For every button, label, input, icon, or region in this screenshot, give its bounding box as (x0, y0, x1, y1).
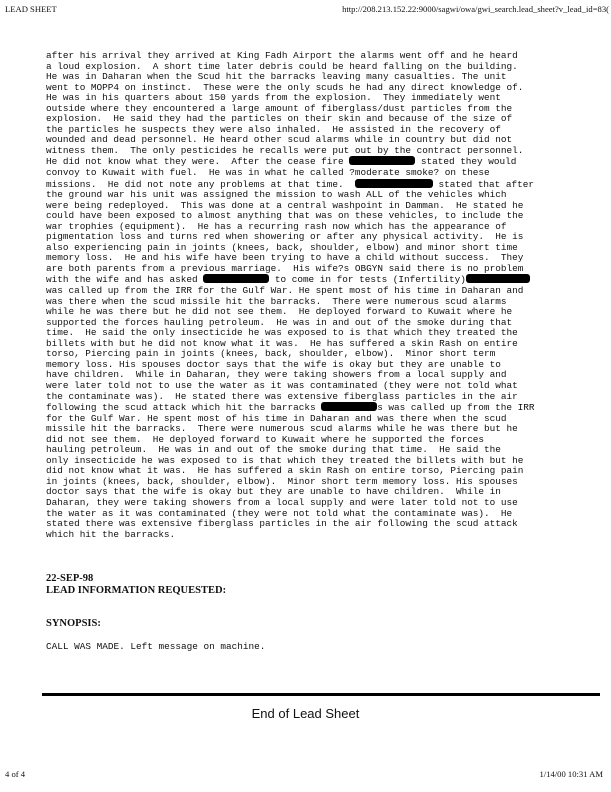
narrative-line (46, 327, 518, 338)
header-title: LEAD SHEET (5, 4, 57, 14)
narrative-line (46, 61, 518, 72)
print-timestamp: 1/14/00 10:31 AM (539, 769, 603, 779)
narrative-line (46, 231, 523, 242)
narrative-text: stated there was extensive fiberglass particles in the air following the scud attack (46, 518, 518, 530)
narrative-text: only insecticide he was exposed to is that which they treated the billets with but he (46, 454, 524, 466)
narrative-text: Daharan, they were taking showers from a local supply and were later told not to use (46, 496, 518, 508)
narrative-text: the water as it was contaminated (they were not told what the contaminate was). He (46, 507, 513, 519)
narrative-text: have children. While in Daharan, they were taking showers from a local supply and (46, 369, 507, 381)
narrative-text: for the Gulf War. He spent most of his time in Daharan and was there when the scud (46, 412, 507, 424)
narrative-line (46, 518, 518, 529)
narrative-text: also experiencing pain in joints (knees, back, shoulder, elbow) and minor short time (46, 241, 518, 253)
narrative-line (46, 263, 523, 274)
narrative-line (46, 221, 507, 232)
redaction-block (203, 274, 269, 283)
narrative-line (46, 82, 523, 93)
narrative-text: witness them. The only pesticides he recalls were put out by the contract personnel. (46, 144, 524, 156)
redaction-block (321, 402, 377, 411)
narrative-text: stated they would (415, 156, 517, 168)
narrative-text: wounded and dead personnel. He heard other scud alarms while in country but did not (46, 134, 513, 146)
redaction-block (466, 274, 530, 283)
narrative-line (46, 434, 484, 445)
narrative-text: in joints (knees, back, shoulder, elbow). Minor short term memory loss. His spouses (46, 475, 518, 487)
lead-information-label: LEAD INFORMATION REQUESTED: (46, 585, 227, 596)
narrative-text: pigmentation loss and turns red when showering or after any physical activity. He is (46, 231, 524, 243)
narrative-text: did not see them. He deployed forward to Kuwait where he supported the forces (46, 433, 485, 445)
narrative-text: a loud explosion. A short time later debris could be heard falling on the building. (46, 60, 518, 72)
end-of-lead-sheet-title: End of Lead Sheet (251, 706, 360, 721)
narrative-line (46, 497, 518, 508)
narrative-text: memory loss. He and his wife have been trying to have a child without success. They (46, 252, 524, 264)
narrative-text: the particles he suspects they were also inhaled. He assisted in the recovery of (46, 123, 501, 135)
narrative-text: time. He said the only insecticide he was exposed to is that which they treated the (46, 327, 518, 339)
narrative-line (46, 380, 518, 391)
narrative-line (46, 103, 512, 114)
narrative-text: supported the forces hauling petroleum. He was in and out of the smoke during that (46, 316, 513, 328)
narrative-line (46, 508, 512, 519)
narrative-line (46, 423, 518, 434)
narrative-line (46, 455, 523, 466)
redaction-block (355, 179, 433, 188)
page-number: 4 of 4 (5, 769, 26, 779)
narrative-text: convoy to Kuwait with fuel. He was in what he called ?moderate smoke? on these (46, 167, 490, 179)
narrative-line (46, 124, 501, 135)
narrative-text: outside where they encountered a large amount of fiberglass/dust particles from the (46, 102, 513, 114)
narrative-text: doctor says that the wife is okay but they are unable to have children. While in (46, 486, 501, 498)
narrative-line (46, 413, 507, 424)
narrative-text: memory loss. His spouses doctor says that the wife is okay but they are unable to (46, 358, 501, 370)
narrative-line (46, 444, 501, 455)
narrative-line (46, 156, 516, 167)
narrative-text: war trophies (equipment). He has a recurring rash now which has the appearance of (46, 220, 507, 232)
narrative-text: billets with but he did not know what it was. He has suffered a skin Rash on entire (46, 337, 518, 349)
narrative-text: hauling petroleum. He was in and out of the smoke during that time. He said the (46, 444, 501, 456)
narrative-text: He was in Daharan when the Scud hit the barracks leaving many casualties. The unit (46, 71, 507, 83)
narrative-line (46, 200, 523, 211)
narrative-line (46, 359, 501, 370)
narrative-text: explosion. He said they had the particles on their skin and because of the size of (46, 113, 513, 125)
narrative-line (46, 296, 507, 307)
narrative-line (46, 242, 518, 253)
narrative-text: went to MOPP4 on instinct. These were the only scuds he had any direct knowledge of. (46, 81, 524, 93)
narrative-line (46, 369, 507, 380)
header-url: http://208.213.152.22:9000/sagwi/owa/gwi_search.lead_sheet?v_lead_id=83( (342, 4, 609, 14)
narrative-text: are both parents from a previous marriage. His wife?s OBGYN said there is no problem (46, 262, 524, 274)
narrative-line (46, 92, 501, 103)
narrative-line (46, 252, 523, 263)
narrative-text: missions. He did not note any problems at that time. (46, 178, 355, 190)
narrative-text: s was called up from the IRR (377, 402, 535, 414)
narrative-line (46, 189, 507, 200)
narrative-text: stated that after (432, 178, 534, 190)
narrative-text: torso, Piercing pain in joints (knees, back, shoulder, elbow). Minor short term (46, 348, 496, 360)
narrative-text: the contaminate was). He stated there was extensive fiberglass particles in the air (46, 390, 518, 402)
narrative-text: could have been exposed to almost anything that was on these vehicles, to include the (46, 210, 524, 222)
narrative-text: were being redeployed. This was done at a central washpoint in Damman. He stated he (46, 199, 524, 211)
narrative-line (46, 285, 523, 296)
narrative-line (46, 179, 534, 190)
narrative-line (46, 167, 490, 178)
narrative-line (46, 348, 495, 359)
narrative-line (46, 391, 518, 402)
narrative-text: following the scud attack which hit the barracks (46, 402, 322, 414)
narrative-line (46, 476, 518, 487)
narrative-text: missile hit the barracks. There were numerous scud alarms while he was there but he (46, 423, 518, 435)
narrative-line (46, 402, 534, 413)
synopsis-text: CALL WAS MADE. Left message on machine. (46, 641, 266, 652)
narrative-line (46, 145, 523, 156)
narrative-text: He did not know what they were. After the cease fire (46, 156, 350, 168)
narrative-line (46, 338, 518, 349)
narrative-line (46, 486, 501, 497)
end-divider (42, 693, 600, 696)
narrative-line (46, 134, 512, 145)
narrative-line (46, 210, 523, 221)
redaction-block (349, 156, 415, 165)
lead-date: 22-SEP-98 (46, 573, 94, 584)
narrative-text: was called up from the IRR for the Gulf War. He spent most of his time in Daharan and (46, 285, 524, 297)
narrative-text: the ground war his unit was assigned the mission to wash ALL of the vehicles which (46, 189, 507, 201)
narrative-text: was there when the scud missile hit the barracks. There were numerous scud alarms (46, 295, 507, 307)
narrative-text: which hit the barracks. (46, 528, 176, 540)
synopsis-label: SYNOPSIS: (46, 618, 101, 629)
narrative-text: while he was there but he did not see them. He deployed forward to Kuwait where he (46, 306, 513, 318)
narrative-line (46, 274, 530, 285)
narrative-line (46, 50, 518, 61)
narrative-text: did not know what it was. He has suffered a skin Rash on entire torso, Piercing pain (46, 465, 524, 477)
narrative-line (46, 306, 512, 317)
lead-narrative (46, 51, 598, 540)
narrative-text: after his arrival they arrived at King Fadh Airport the alarms went off and he heard (46, 50, 518, 61)
narrative-text: were later told not to use the water as it was contaminated (they were not told what (46, 379, 518, 391)
narrative-line (46, 529, 175, 540)
narrative-text: He was in his quarters about 150 yards from the explosion. They immediately went (46, 92, 501, 104)
narrative-text: with the wife and has asked (46, 274, 204, 286)
narrative-line (46, 465, 523, 476)
narrative-line (46, 71, 507, 82)
narrative-line (46, 317, 512, 328)
narrative-text: to come in for tests (Infertility) (269, 274, 466, 286)
narrative-line (46, 113, 512, 124)
